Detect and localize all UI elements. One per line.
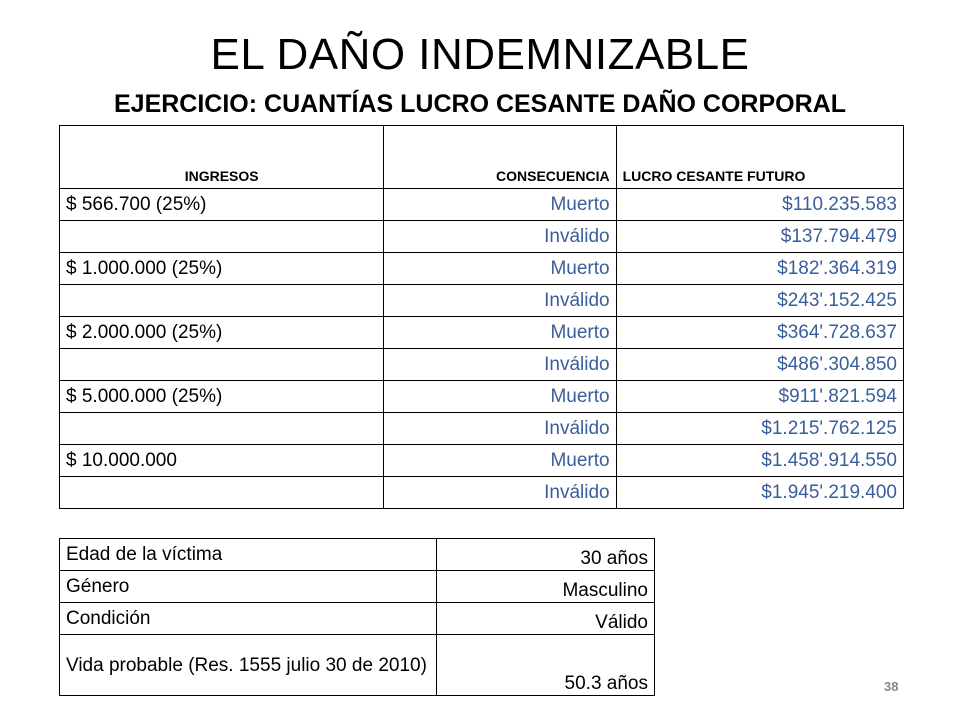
page-number: 38 (884, 679, 899, 694)
slide-subtitle: EJERCICIO: CUANTÍAS LUCRO CESANTE DAÑO CORPORAL (114, 90, 846, 118)
table-row (60, 413, 904, 445)
slide-title: EL DAÑO INDEMNIZABLE (210, 30, 750, 79)
ingresos-cell: $ 1.000.000 (25%) (60, 253, 384, 285)
header-lucro-cesante: LUCRO CESANTE FUTURO (616, 126, 903, 189)
table-row (60, 253, 904, 285)
consecuencia-cell: Inválido (384, 477, 616, 509)
victim-info-table (59, 538, 655, 696)
info-row-condicion (60, 603, 655, 635)
info-label: Género (60, 571, 437, 603)
ingresos-cell (60, 477, 384, 509)
ingresos-cell: $ 2.000.000 (25%) (60, 317, 384, 349)
ingresos-cell: $ 566.700 (25%) (60, 189, 384, 221)
ingresos-cell: $ 10.000.000 (60, 445, 384, 477)
ingresos-cell (60, 349, 384, 381)
ingresos-cell (60, 221, 384, 253)
lucro-cell: $1.945'.219.400 (616, 477, 903, 509)
info-value: 30 años (437, 539, 655, 571)
lucro-cell: $243'.152.425 (616, 285, 903, 317)
ingresos-cell (60, 285, 384, 317)
lucro-cell: $911'.821.594 (616, 381, 903, 413)
info-value: Masculino (437, 571, 655, 603)
lucro-cesante-table (59, 125, 904, 509)
ingresos-cell (60, 413, 384, 445)
lucro-cell: $1.215'.762.125 (616, 413, 903, 445)
table-row (60, 317, 904, 349)
consecuencia-cell: Muerto (384, 381, 616, 413)
ingresos-cell: $ 5.000.000 (25%) (60, 381, 384, 413)
header-consecuencia: CONSECUENCIA (384, 126, 616, 189)
lucro-cell: $137.794.479 (616, 221, 903, 253)
info-row-vida-probable (60, 635, 655, 696)
table-row (60, 189, 904, 221)
consecuencia-cell: Muerto (384, 189, 616, 221)
info-label: Vida probable (Res. 1555 julio 30 de 2010) (60, 635, 437, 696)
lucro-cell: $486'.304.850 (616, 349, 903, 381)
info-label: Edad de la víctima (60, 539, 437, 571)
table-row (60, 221, 904, 253)
table-row (60, 285, 904, 317)
header-ingresos: INGRESOS (60, 126, 384, 189)
consecuencia-cell: Muerto (384, 253, 616, 285)
info-label: Condición (60, 603, 437, 635)
table-row (60, 477, 904, 509)
table-header-row (60, 126, 904, 189)
info-value: 50.3 años (437, 635, 655, 696)
consecuencia-cell: Inválido (384, 413, 616, 445)
lucro-cell: $110.235.583 (616, 189, 903, 221)
consecuencia-cell: Inválido (384, 349, 616, 381)
consecuencia-cell: Muerto (384, 445, 616, 477)
lucro-cell: $364'.728.637 (616, 317, 903, 349)
info-row-edad (60, 539, 655, 571)
info-value: Válido (437, 603, 655, 635)
lucro-cell: $182'.364.319 (616, 253, 903, 285)
table-row (60, 349, 904, 381)
consecuencia-cell: Inválido (384, 285, 616, 317)
table-row (60, 445, 904, 477)
info-row-genero (60, 571, 655, 603)
table-row (60, 381, 904, 413)
lucro-cell: $1.458'.914.550 (616, 445, 903, 477)
consecuencia-cell: Muerto (384, 317, 616, 349)
consecuencia-cell: Inválido (384, 221, 616, 253)
